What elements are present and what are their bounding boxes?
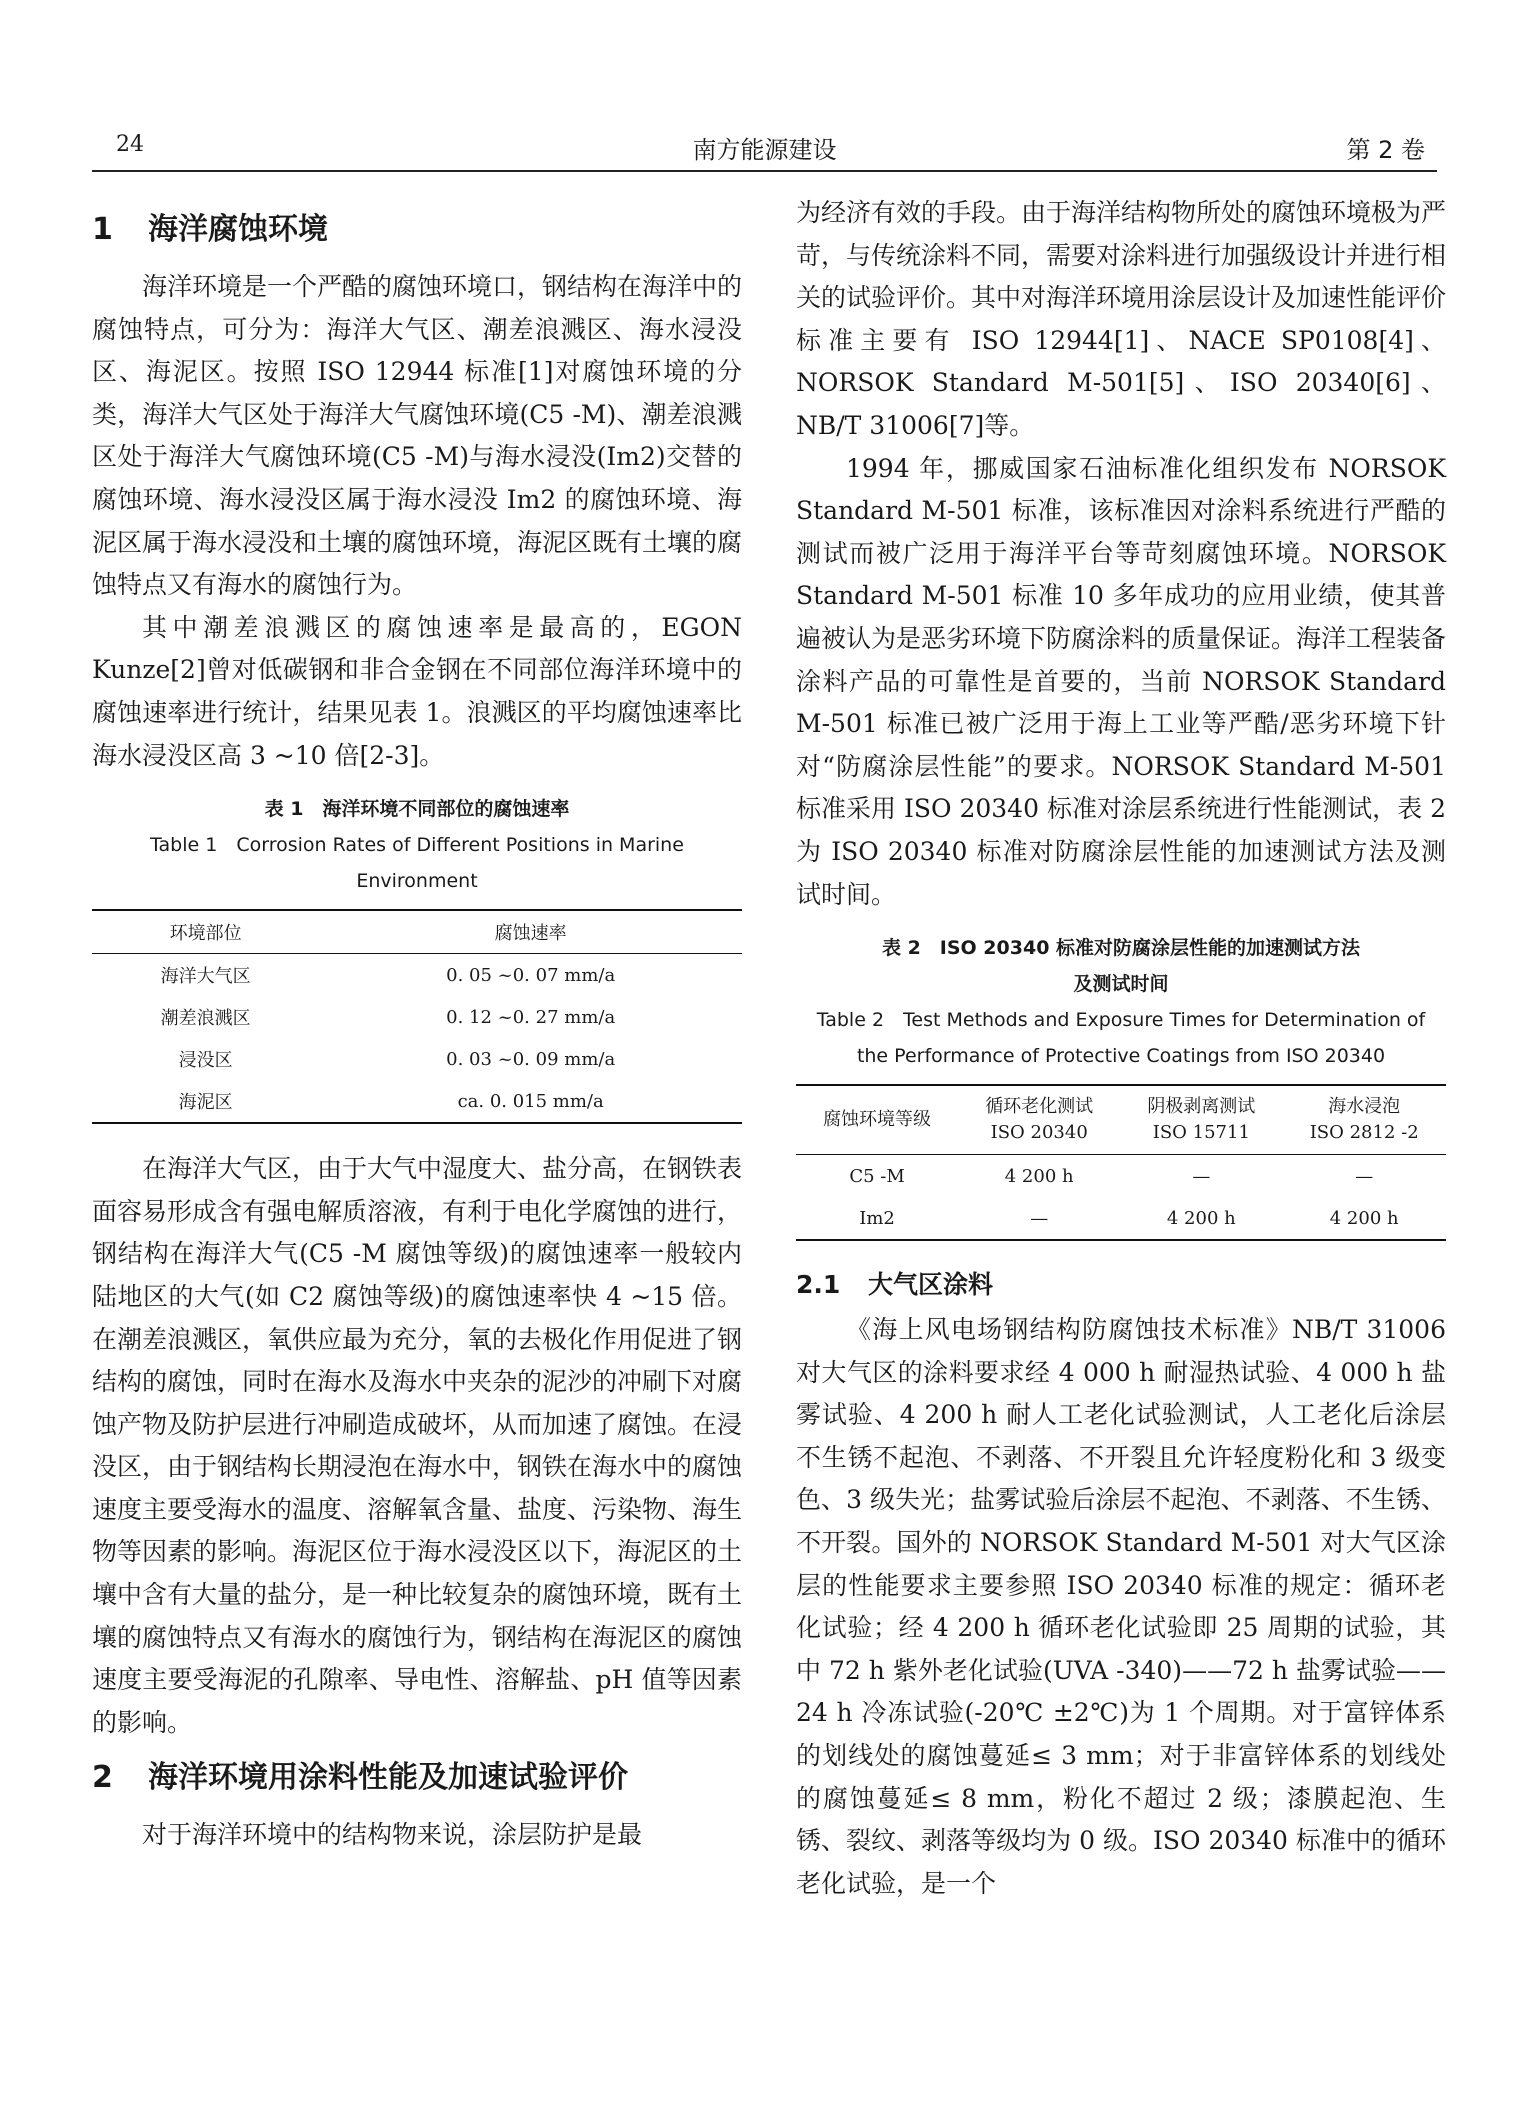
- page-number: 24: [116, 132, 144, 157]
- paragraph: 为经济有效的手段。由于海洋结构物所处的腐蚀环境极为严苛，与传统涂料不同，需要对涂料进行加强级设计并进行相关的试验评价。其中对海洋环境用涂层设计及加速性能评价标准主要有 ISO 12944[1]、NACE SP0108[4]、NORSOK Standard M-501[5]、ISO 20340[6]、NB/T 31006[7]等。: [796, 198, 1447, 440]
- column-header: 腐蚀速率: [319, 910, 742, 954]
- section-2-1-heading: [796, 1265, 1446, 1305]
- table-cell: C5 -M: [849, 1165, 905, 1187]
- caption-zh: 及测试时间: [1073, 973, 1169, 996]
- section-2-heading: [92, 1758, 742, 1798]
- table-2: [796, 1084, 1446, 1241]
- table-2-caption: [796, 930, 1446, 1074]
- header-name: 阴极剥离测试: [1147, 1096, 1256, 1118]
- table-cell: 0. 12 ~0. 27 mm/a: [446, 1006, 616, 1028]
- header-name: 海水浸泡: [1328, 1096, 1401, 1118]
- section-number: 2: [92, 1760, 113, 1796]
- table-cell: 4 200 h: [1004, 1165, 1074, 1187]
- table-cell: 0. 03 ~0. 09 mm/a: [446, 1048, 616, 1070]
- section-title: 海洋环境用涂料性能及加速试验评价: [148, 1760, 628, 1796]
- table-cell: Im2: [859, 1207, 895, 1229]
- journal-title: 南方能源建设: [692, 136, 837, 164]
- caption-en: the Performance of Protective Coatings from ISO 20340: [856, 1045, 1386, 1068]
- left-column: [92, 196, 742, 1857]
- table-row: [92, 954, 742, 997]
- column-header: [1120, 1085, 1282, 1155]
- paragraph: 1994 年，挪威国家石油标准化组织发布 NORSOK Standard M-501 标准，该标准因对涂料系统进行严酷的测试而被广泛用于海洋平台等苛刻腐蚀环境。NORSOK Standard M-501 标准 10 多年成功的应用业绩，使其普遍被认为是恶劣环境下防腐涂料的质量保证。海洋工程装备涂料产品的可靠性是首要的，当前 NORSOK Standard M-501 标准已被广泛用于海上工业等严酷/恶劣环境下针对“防腐涂层性能”的要求。NORSOK Standard M-501 标准采用 ISO 20340 标准对涂层系统进行性能测试，表 2 为 ISO 20340 标准对防腐涂层性能的加速测试方法及测试时间。: [796, 453, 1447, 909]
- column-header: 环境部位: [92, 910, 319, 954]
- table-row: [796, 1155, 1446, 1198]
- paragraph: 在海洋大气区，由于大气中湿度大、盐分高，在钢铁表面容易形成含有强电解质溶液，有利于电化学腐蚀的进行，钢结构在海洋大气(C5 -M 腐蚀等级)的腐蚀速率一般较内陆地区的大气(如 C2 腐蚀等级)的腐蚀速率快 4 ~15 倍。在潮差浪溅区，氧供应最为充分，氧的去极化作用促进了钢结构的腐蚀，同时在海水及海水中夹杂的泥沙的冲刷下对腐蚀产物及防护层进行冲刷造成破坏，从而加速了腐蚀。在浸没区，由于钢结构长期浸泡在海水中，钢铁在海水中的腐蚀速度主要受海水的温度、溶解氧含量、盐度、污染物、海生物等因素的影响。海泥区位于海水浸没区以下，海泥区的土壤中含有大量的盐分，是一种比较复杂的腐蚀环境，既有土壤的腐蚀特点又有海水的腐蚀行为，钢结构在海泥区的腐蚀速度主要受海泥的孔隙率、导电性、溶解盐、pH 值等因素的影响。: [92, 1154, 743, 1737]
- header-standard: ISO 15711: [1152, 1122, 1250, 1144]
- paragraph: 海洋环境是一个严酷的腐蚀环境口，钢结构在海洋中的腐蚀特点，可分为：海洋大气区、潮差浪溅区、海水浸没区、海泥区。按照 ISO 12944 标准[1]对腐蚀环境的分类，海洋大气区处于海洋大气腐蚀环境(C5 -M)、潮差浪溅区处于海洋大气腐蚀环境(C5 -M)与海水浸没(Im2)交替的腐蚀环境、海水浸没区属于海水浸没 Im2 的腐蚀环境、海泥区属于海水浸没和土壤的腐蚀环境，海泥区既有土壤的腐蚀特点又有海水的腐蚀行为。: [92, 272, 743, 600]
- table-row: [92, 1080, 742, 1123]
- paragraph: 对于海洋环境中的结构物来说，涂层防护是最: [142, 1820, 643, 1850]
- caption-en: Environment: [356, 870, 478, 893]
- table-cell: 海泥区: [178, 1092, 233, 1114]
- table-cell: 潮差浪溅区: [160, 1008, 251, 1030]
- table-cell: 4 200 h: [1329, 1207, 1399, 1229]
- caption-zh: 表 1 海洋环境不同部位的腐蚀速率: [264, 798, 570, 821]
- section-title: 海洋腐蚀环境: [148, 212, 328, 247]
- paragraph: 《海上风电场钢结构防腐蚀技术标准》NB/T 31006 对大气区的涂料要求经 4 000 h 耐湿热试验、4 000 h 盐雾试验、4 200 h 耐人工老化试验测试，人工老化后涂层不生锈不起泡、不剥落、不开裂且允许轻度粉化和 3 级变色、3 级失光；盐雾试验后涂层不起泡、不剥落、不生锈、不开裂。国外的 NORSOK Standard M-501 对大气区涂层的性能要求主要参照 ISO 20340 标准的规定：循环老化试验；经 4 200 h 循环老化试验即 25 周期的试验，其中 72 h 紫外老化试验(UVA -340)——72 h 盐雾试验——24 h 冷冻试验(-20℃ ±2℃)为 1 个周期。对于富锌体系的划线处的腐蚀蔓延≤ 3 mm；对于非富锌体系的划线处的腐蚀蔓延≤ 8 mm，粉化不超过 2 级；漆膜起泡、生锈、裂纹、剥落等级均为 0 级。ISO 20340 标准中的循环老化试验，是一个: [796, 1315, 1446, 1898]
- table-cell: —: [1355, 1165, 1374, 1187]
- header-standard: ISO 2812 -2: [1309, 1122, 1419, 1144]
- table-cell: 浸没区: [178, 1050, 233, 1072]
- paragraph: 其中潮差浪溅区的腐蚀速率是最高的，EGON Kunze[2]曾对低碳钢和非合金钢在不同部位海洋环境中的腐蚀速率进行统计，结果见表 1。浪溅区的平均腐蚀速率比海水浸没区高 3 ~10 倍[2-3]。: [92, 612, 742, 770]
- table-cell: —: [1192, 1165, 1211, 1187]
- table-cell: 海洋大气区: [160, 966, 251, 988]
- volume-label: 第 2 卷: [1346, 136, 1425, 164]
- table-1: [92, 909, 742, 1124]
- column-header: [1282, 1085, 1446, 1155]
- column-header: 腐蚀环境等级: [796, 1085, 958, 1155]
- caption-en: Table 2 Test Methods and Exposure Times for Determination of: [816, 1009, 1426, 1032]
- table-cell: 0. 05 ~0. 07 mm/a: [446, 964, 616, 986]
- table-1-caption: [92, 791, 742, 899]
- table-cell: —: [1030, 1207, 1049, 1229]
- header-standard: ISO 20340: [990, 1122, 1088, 1144]
- right-column: [796, 192, 1446, 1905]
- table-row: [92, 1038, 742, 1080]
- caption-zh: 表 2 ISO 20340 标准对防腐涂层性能的加速测试方法: [881, 937, 1361, 960]
- section-1-heading: [92, 210, 742, 250]
- running-header: [92, 126, 1437, 172]
- column-header: [958, 1085, 1120, 1155]
- section-number: 2.1: [796, 1270, 841, 1300]
- table-cell: 4 200 h: [1166, 1207, 1236, 1229]
- header-name: 循环老化测试: [985, 1096, 1094, 1118]
- caption-en: Table 1 Corrosion Rates of Different Positions in Marine: [150, 834, 684, 857]
- section-number: 1: [92, 212, 113, 247]
- section-title: 大气区涂料: [868, 1270, 994, 1300]
- table-cell: ca. 0. 015 mm/a: [457, 1090, 604, 1112]
- table-row: [796, 1197, 1446, 1240]
- table-row: [92, 996, 742, 1038]
